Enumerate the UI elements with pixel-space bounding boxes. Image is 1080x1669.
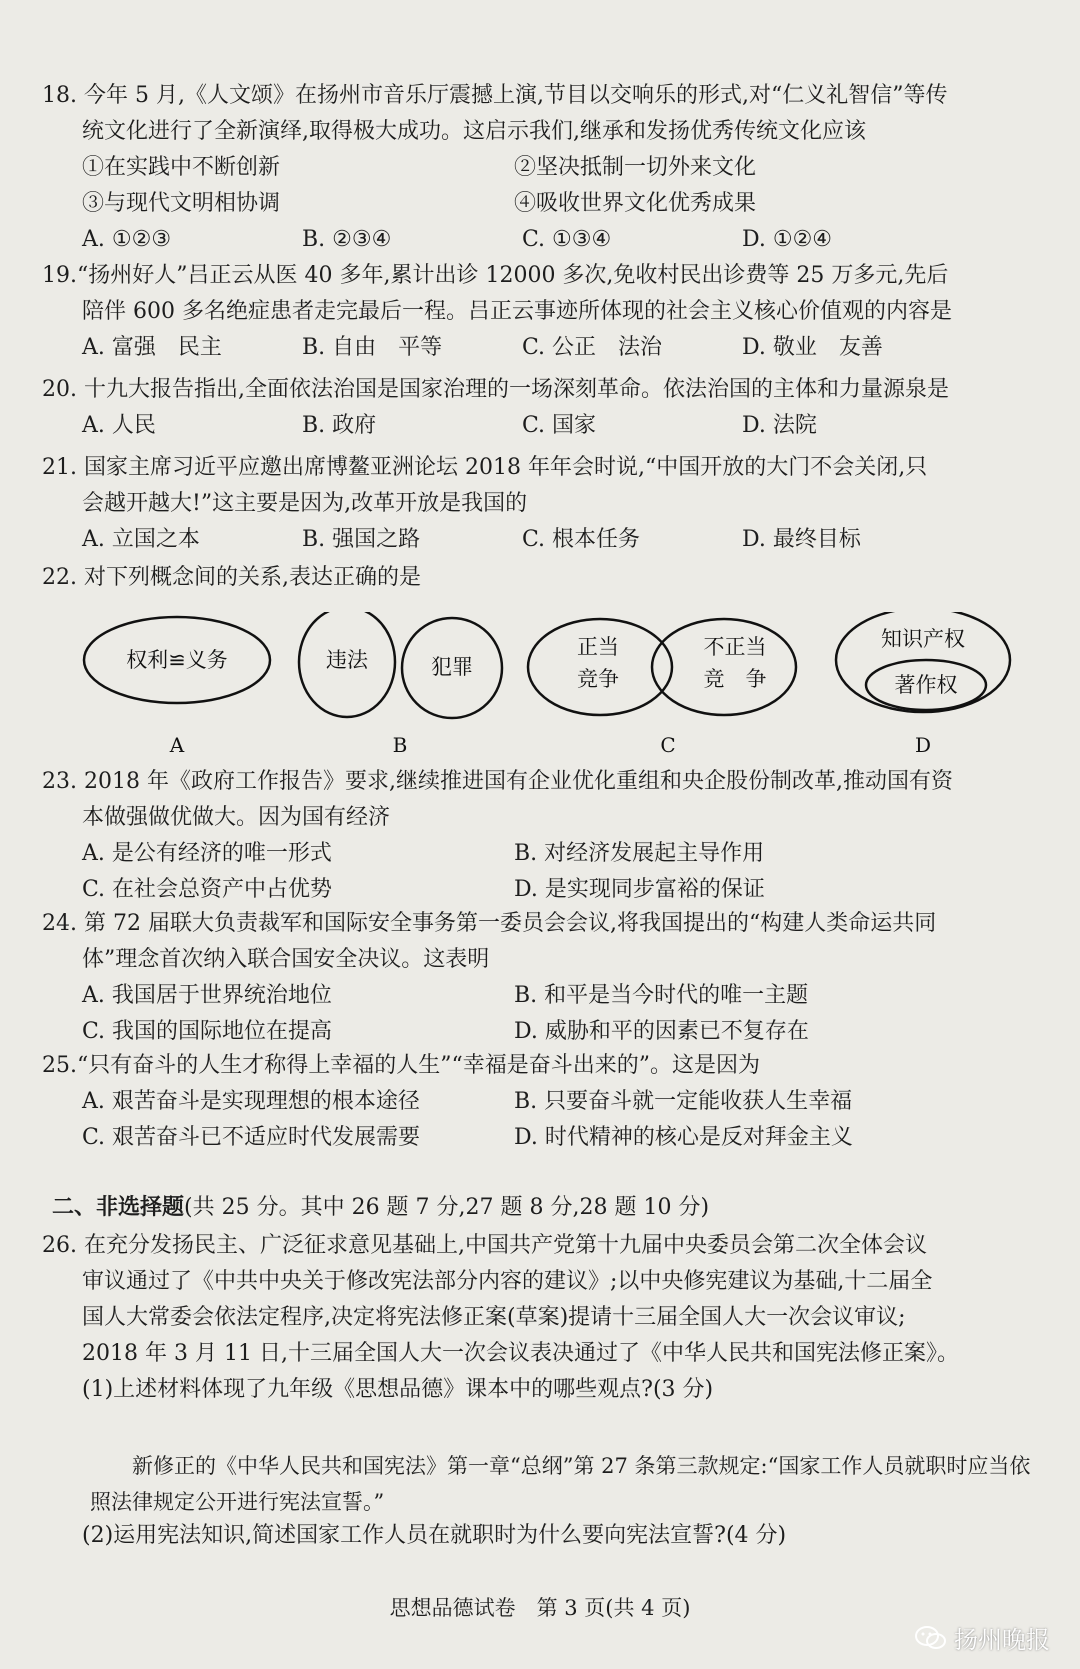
- statement-2: ②坚决抵制一切外来文化: [514, 155, 757, 180]
- label-a: A: [169, 733, 185, 757]
- question-text: 20. 十九大报告指出,全面依法治国是国家治理的一场深刻革命。依法治国的主体和力量源泉是: [42, 377, 949, 402]
- concept-diagram: [70, 612, 1030, 762]
- question-text: 本做强做优做大。因为国有经济: [82, 805, 391, 830]
- option-b: B. 和平是当今时代的唯一主题: [514, 983, 809, 1008]
- question-text: 统文化进行了全新演绎,取得极大成功。这启示我们,继承和发扬优秀传统文化应该: [82, 119, 866, 144]
- question-text: 18. 今年 5 月,《人文颂》在扬州市音乐厅震撼上演,节目以交响乐的形式,对“仁义礼智信”等传: [42, 83, 948, 108]
- page-footer: 思想品德试卷 第 3 页(共 4 页): [389, 1596, 691, 1620]
- option-d: D. 是实现同步富裕的保证: [514, 877, 765, 902]
- option-d: D. ①②④: [742, 227, 833, 252]
- option-c: C. 艰苦奋斗已不适应时代发展需要: [82, 1125, 421, 1150]
- label-c: C: [660, 733, 676, 757]
- question-text: 25.“只有奋斗的人生才称得上幸福的人生”“幸福是奋斗出来的”。这是因为: [42, 1053, 760, 1078]
- option-b: B. 政府: [302, 413, 377, 438]
- sub-question-1: (1)上述材料体现了九年级《思想品德》课本中的哪些观点?(3 分): [82, 1377, 714, 1402]
- watermark-text: 扬州晚报: [954, 1626, 1050, 1654]
- section-note: (共 25 分。其中 26 题 7 分,27 题 8 分,28 题 10 分): [184, 1195, 710, 1220]
- question-text: 体”理念首次纳入联合国安全决议。这表明: [82, 947, 490, 972]
- question-text: 22. 对下列概念间的关系,表达正确的是: [42, 565, 421, 590]
- diagram-c-left-line2: 竞争: [577, 667, 619, 691]
- question-text: 23. 2018 年《政府工作报告》要求,继续推进国有企业优化重组和央企股份制改革,推动国有资: [42, 769, 953, 794]
- question-26: [42, 1228, 1042, 1408]
- question-19: [42, 258, 1042, 366]
- option-d: D. 威胁和平的因素已不复存在: [514, 1019, 809, 1044]
- option-d: D. 法院: [742, 413, 817, 438]
- statement-4: ④吸收世界文化优秀成果: [514, 191, 757, 216]
- question-text: 2018 年 3 月 11 日,十三届全国人大一次会议表决通过了《中华人民共和国宪法修正案》。: [82, 1341, 959, 1366]
- option-d: D. 时代精神的核心是反对拜金主义: [514, 1125, 853, 1150]
- option-c: C. 我国的国际地位在提高: [82, 1019, 333, 1044]
- question-text: 国人大常委会依法定程序,决定将宪法修正案(草案)提请十三届全国人大一次会议审议;: [82, 1305, 906, 1330]
- diagram-a: [84, 617, 270, 757]
- question-20: [42, 372, 1042, 444]
- question-text: 陪伴 600 多名绝症患者走完最后一程。吕正云事迹所体现的社会主义核心价值观的内容是: [82, 299, 952, 324]
- option-c: C. 国家: [522, 413, 597, 438]
- option-a: A. 我国居于世界统治地位: [82, 983, 332, 1008]
- option-a: A. 是公有经济的唯一形式: [82, 841, 332, 866]
- label-b: B: [392, 733, 408, 757]
- option-b: B. ②③④: [302, 227, 392, 252]
- option-a: A. ①②③: [82, 227, 172, 252]
- question-23: [42, 764, 1042, 908]
- option-a: A. 立国之本: [82, 527, 200, 552]
- section-heading: [52, 1190, 709, 1221]
- option-a: A. 富强 民主: [82, 335, 222, 360]
- watermark: [914, 1620, 1050, 1655]
- question-text: 26. 在充分发扬民主、广泛征求意见基础上,中国共产党第十九届中央委员会第二次全体会议: [42, 1233, 927, 1258]
- option-a: A. 艰苦奋斗是实现理想的根本途径: [82, 1089, 420, 1114]
- diagram-c-right-line2: 竞 争: [703, 667, 767, 691]
- diagram-c-left-line1: 正当: [577, 635, 619, 659]
- option-d: D. 敬业 友善: [742, 335, 883, 360]
- diagram-b-right-text: 犯罪: [431, 655, 473, 679]
- option-a: A. 人民: [82, 413, 156, 438]
- material-paragraph: 新修正的《中华人民共和国宪法》第一章“总纲”第 27 条第三款规定:“国家工作人员就职时应当依照法律规定公开进行宪法宣誓。”: [90, 1454, 1031, 1514]
- option-b: B. 自由 平等: [302, 335, 443, 360]
- diagram-a-text: 权利≌义务: [126, 648, 228, 672]
- question-text: 24. 第 72 届联大负责裁军和国际安全事务第一委员会会议,将我国提出的“构建人类命运共同: [42, 911, 937, 936]
- question-22: [42, 560, 1042, 596]
- diagram-d-outer-text: 知识产权: [881, 627, 965, 651]
- option-b: B. 强国之路: [302, 527, 421, 552]
- question-24: [42, 906, 1042, 1050]
- option-c: C. 公正 法治: [522, 335, 663, 360]
- option-c: C. 在社会总资产中占优势: [82, 877, 333, 902]
- option-c: C. ①③④: [522, 227, 612, 252]
- diagram-c-right-line1: 不正当: [703, 635, 767, 659]
- diagram-b-left-text: 违法: [326, 648, 368, 672]
- diagram-b: [299, 612, 502, 757]
- option-b: B. 对经济发展起主导作用: [514, 841, 765, 866]
- option-c: C. 根本任务: [522, 527, 641, 552]
- diagram-c: [528, 619, 796, 757]
- option-d: D. 最终目标: [742, 527, 861, 552]
- question-21: [42, 450, 1042, 558]
- question-25: [42, 1048, 1042, 1156]
- wechat-icon: [914, 1624, 948, 1652]
- question-26-part-2: [42, 1518, 1042, 1554]
- statement-3: ③与现代文明相协调: [82, 191, 281, 216]
- statement-1: ①在实践中不断创新: [82, 155, 281, 180]
- question-18: [42, 78, 1042, 258]
- label-d: D: [914, 733, 932, 757]
- diagram-d: [836, 612, 1010, 757]
- question-text: 21. 国家主席习近平应邀出席博鳌亚洲论坛 2018 年年会时说,“中国开放的大门不会关闭,只: [42, 455, 928, 480]
- sub-question-2: (2)运用宪法知识,简述国家工作人员在就职时为什么要向宪法宣誓?(4 分): [82, 1523, 787, 1548]
- question-text: 审议通过了《中共中央关于修改宪法部分内容的建议》;以中央修宪建议为基础,十二届全: [82, 1269, 933, 1294]
- question-text: 19.“扬州好人”吕正云从医 40 多年,累计出诊 12000 多次,免收村民出诊费等 25 万多元,先后: [42, 263, 949, 288]
- question-text: 会越开越大!”这主要是因为,改革开放是我国的: [82, 491, 528, 516]
- diagram-d-inner-text: 著作权: [894, 673, 958, 697]
- option-b: B. 只要奋斗就一定能收获人生幸福: [514, 1089, 853, 1114]
- section-title: 二、非选择题: [52, 1194, 185, 1220]
